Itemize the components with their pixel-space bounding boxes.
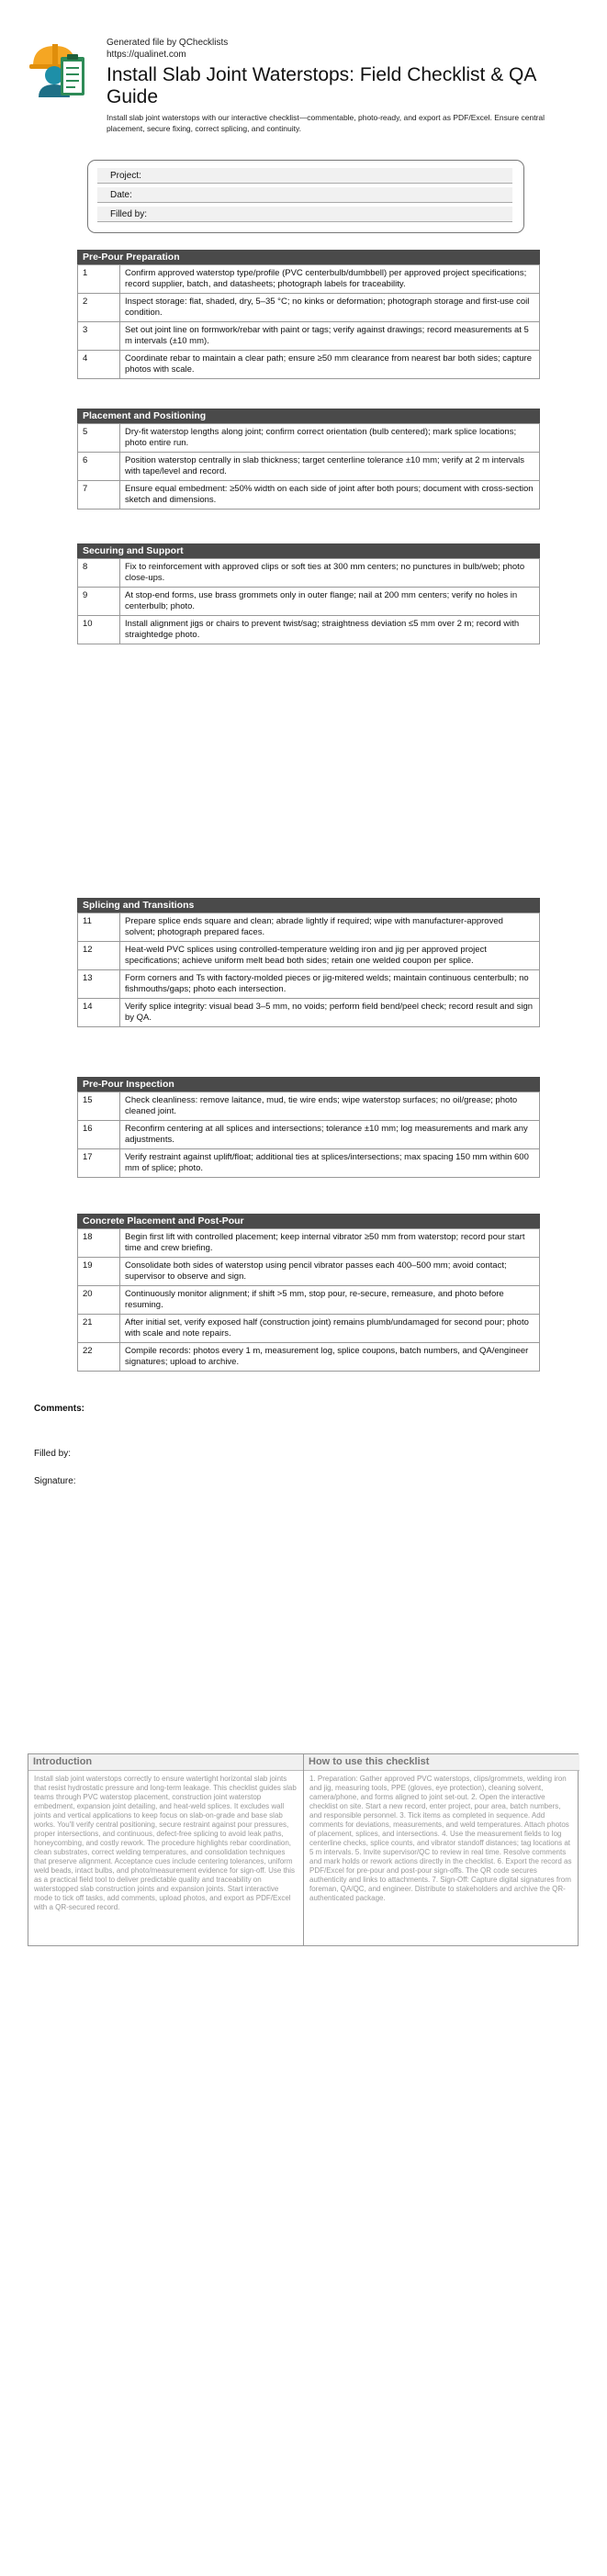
howto-column bbox=[304, 1754, 579, 1945]
item-number: 5 bbox=[78, 424, 120, 453]
item-number: 14 bbox=[78, 999, 120, 1027]
howto-body: 1. Preparation: Gather approved PVC waterstops, clips/grommets, welding iron and jig, measuring tools, PPE (gloves, eye protection), cleaning solvent, camera/phone, and forms aligned to joint set-out. 2. Open the interactive checklist on site. Start a new record, enter project, pour area, batch numbers, and responsible personnel. 3. Tick items as completed in sequence. Add comments for deviations, measurements, and weld temperatures. Attach photos of placement, splices, and intersections. 4. Use the measurement fields to log centerline checks, splice counts, and vibrator standoff distances; tag locations at 5 m intervals. 5. Invite supervisor/QC to review in real time. Resolve comments and mark holds or rework actions directly in the checklist. 6. Export the record as PDF/Excel for pre-pour and post-pour sign-offs. The QR code secures authenticity and links to attachments. 7. Sign-Off: Capture digital signatures from foreman, QA/QC, and engineer. Distribute to stakeholders and archive the QR-authenticated package. bbox=[309, 1775, 572, 1902]
item-text: Set out joint line on formwork/rebar with paint or tags; verify against drawings; record measurements at 5 m intervals (±10 mm). bbox=[120, 322, 540, 351]
table-row[interactable] bbox=[78, 351, 540, 379]
table-row[interactable] bbox=[78, 559, 540, 588]
checklist-table bbox=[77, 423, 540, 510]
table-row[interactable] bbox=[78, 1149, 540, 1178]
item-text: Begin first lift with controlled placement; keep internal vibrator ≥50 mm from waterstop; record pour start time and crew briefing. bbox=[120, 1229, 540, 1258]
item-number: 10 bbox=[78, 616, 120, 644]
item-text: Verify restraint against uplift/float; additional ties at splices/intersections; max spacing 150 mm within 600 mm of splice; photo. bbox=[120, 1149, 540, 1178]
table-row[interactable] bbox=[78, 1315, 540, 1343]
section-concrete-placement bbox=[77, 1214, 540, 1372]
item-number: 11 bbox=[78, 913, 120, 942]
section-pre-pour-inspection bbox=[77, 1077, 540, 1178]
item-text: Fix to reinforcement with approved clips or soft ties at 300 mm centers; no punctures in bulb/web; photo close-ups. bbox=[120, 559, 540, 588]
project-info-box bbox=[87, 160, 524, 233]
table-row[interactable] bbox=[78, 913, 540, 942]
item-number: 2 bbox=[78, 294, 120, 322]
table-row[interactable] bbox=[78, 1343, 540, 1372]
item-text: Confirm approved waterstop type/profile (PVC centerbulb/dumbbell) per approved project specifications; record supplier, batch, and datasheets; photograph labels for traceability. bbox=[120, 265, 540, 294]
table-row[interactable] bbox=[78, 999, 540, 1027]
section-title: Pre-Pour Inspection bbox=[77, 1077, 540, 1092]
table-row[interactable] bbox=[78, 1229, 540, 1258]
table-row[interactable] bbox=[78, 1121, 540, 1149]
item-text: Inspect storage: flat, shaded, dry, 5–35 °C; no kinks or deformation; photograph storage and first-use coil condition. bbox=[120, 294, 540, 322]
item-text: Ensure equal embedment: ≥50% width on each side of joint after both pours; document with cross-section sketch and dimensions. bbox=[120, 481, 540, 510]
table-row[interactable] bbox=[78, 1092, 540, 1121]
introduction-column bbox=[28, 1754, 304, 1945]
table-row[interactable] bbox=[78, 481, 540, 510]
item-number: 17 bbox=[78, 1149, 120, 1178]
item-text: After initial set, verify exposed half (construction joint) remains plumb/undamaged for second pour; photo with scale and note repairs. bbox=[120, 1315, 540, 1343]
item-number: 20 bbox=[78, 1286, 120, 1315]
item-text: Continuously monitor alignment; if shift >5 mm, stop pour, re-secure, remeasure, and photo before resuming. bbox=[120, 1286, 540, 1315]
item-number: 16 bbox=[78, 1121, 120, 1149]
item-number: 6 bbox=[78, 453, 120, 481]
section-title: Securing and Support bbox=[77, 543, 540, 558]
table-row[interactable] bbox=[78, 616, 540, 644]
item-text: Heat-weld PVC splices using controlled-temperature welding iron and jig per approved project specifications; achieve uniform melt bead both sides; retain one welded coupon per splice. bbox=[120, 942, 540, 970]
table-row[interactable] bbox=[78, 1286, 540, 1315]
checklist-table bbox=[77, 264, 540, 379]
document-header bbox=[24, 31, 584, 141]
table-row[interactable] bbox=[78, 265, 540, 294]
item-text: Dry-fit waterstop lengths along joint; confirm correct orientation (bulb centered); mark splice locations; photo entire run. bbox=[120, 424, 540, 453]
engineer-clipboard-logo bbox=[28, 39, 88, 97]
checklist-table bbox=[77, 558, 540, 644]
page-title: Install Slab Joint Waterstops: Field Checklist & QA Guide bbox=[107, 64, 536, 107]
table-row[interactable] bbox=[78, 322, 540, 351]
item-number: 7 bbox=[78, 481, 120, 510]
table-row[interactable] bbox=[78, 424, 540, 453]
section-title: Pre-Pour Preparation bbox=[77, 250, 540, 264]
introduction-body: Install slab joint waterstops correctly to ensure watertight horizontal slab joints that resist hydrostatic pressure and long-term leakage. This checklist guides slab teams through PVC waterstop placement, construction joint waterstop embedment, expansion joint detailing, and heat-weld splices. It excludes wall joints and vertical applications to keep focus on slab-on-grade and base slab works. You'll verify central positioning, secure restraint against pour pressures, proper intersections, and continuous, defect-free splicing to avoid leak paths, honeycombing, and costly rework. The procedure highlights rebar coordination, clean substrates, correct welding temperatures, and consolidation techniques that preserve alignment. Acceptance cues include centering tolerances, uniform weld beads, intact bulbs, and photo/measurement evidence for sign-off. Use this as a practical field tool to deliver predictable quality and traceability on waterstopped slab construction joints and expansion joints. Start interactive mode to tick off tasks, add comments, upload photos, and export as PDF/Excel with a QR-secured record. bbox=[34, 1775, 297, 1911]
item-text: Install alignment jigs or chairs to prevent twist/sag; straightness deviation ≤5 mm over 2 m; record with straightedge photo. bbox=[120, 616, 540, 644]
item-number: 19 bbox=[78, 1258, 120, 1286]
item-number: 13 bbox=[78, 970, 120, 999]
section-placement-positioning bbox=[77, 409, 540, 510]
introduction-title: Introduction bbox=[28, 1754, 303, 1771]
site-url[interactable]: https://qualinet.com bbox=[107, 50, 186, 60]
item-number: 18 bbox=[78, 1229, 120, 1258]
table-row[interactable] bbox=[78, 294, 540, 322]
section-title: Splicing and Transitions bbox=[77, 898, 540, 913]
item-text: Coordinate rebar to maintain a clear path; ensure ≥50 mm clearance from nearest bar both sides; capture photos with scale. bbox=[120, 351, 540, 379]
intro-howto-box bbox=[28, 1753, 579, 1946]
filled-by-field[interactable]: Filled by: bbox=[97, 207, 512, 222]
date-field[interactable]: Date: bbox=[97, 187, 512, 203]
item-number: 3 bbox=[78, 322, 120, 351]
item-number: 15 bbox=[78, 1092, 120, 1121]
generated-by: Generated file by QChecklists bbox=[107, 38, 229, 48]
item-text: Check cleanliness: remove laitance, mud, tie wire ends; wipe waterstop surfaces; no oil/grease; photo cleaned joint. bbox=[120, 1092, 540, 1121]
filled-by-label: Filled by: bbox=[34, 1449, 72, 1459]
checklist-table bbox=[77, 1092, 540, 1178]
item-text: Form corners and Ts with factory-molded pieces or jig-mitered welds; maintain continuous centerbulb; no fishmouths/gaps; photo each intersection. bbox=[120, 970, 540, 999]
item-text: Position waterstop centrally in slab thickness; target centerline tolerance ±10 mm; verify at 2 m intervals with tape/level and record. bbox=[120, 453, 540, 481]
signature-label: Signature: bbox=[34, 1476, 76, 1486]
item-number: 9 bbox=[78, 588, 120, 616]
section-pre-pour-preparation bbox=[77, 250, 540, 379]
section-title: Concrete Placement and Post-Pour bbox=[77, 1214, 540, 1228]
item-number: 12 bbox=[78, 942, 120, 970]
howto-title: How to use this checklist bbox=[304, 1754, 579, 1771]
item-number: 22 bbox=[78, 1343, 120, 1372]
table-row[interactable] bbox=[78, 970, 540, 999]
section-securing-support bbox=[77, 543, 540, 644]
item-text: Reconfirm centering at all splices and intersections; tolerance ±10 mm; log measurements and mark any adjustments. bbox=[120, 1121, 540, 1149]
item-text: Consolidate both sides of waterstop using pencil vibrator passes each 400–500 mm; avoid contact; supervisor to observe and sign. bbox=[120, 1258, 540, 1286]
table-row[interactable] bbox=[78, 1258, 540, 1286]
table-row[interactable] bbox=[78, 942, 540, 970]
table-row[interactable] bbox=[78, 453, 540, 481]
section-title: Placement and Positioning bbox=[77, 409, 540, 423]
section-splicing-transitions bbox=[77, 898, 540, 1027]
item-number: 4 bbox=[78, 351, 120, 379]
page-subtitle: Install slab joint waterstops with our interactive checklist—commentable, photo-ready, and export as PDF/Excel. Ensure central placement, secure fixing, correct splicing, and continuity. bbox=[107, 113, 545, 133]
checklist-table bbox=[77, 1228, 540, 1372]
comments-label: Comments: bbox=[34, 1404, 85, 1414]
item-number: 1 bbox=[78, 265, 120, 294]
checklist-table bbox=[77, 913, 540, 1027]
item-number: 21 bbox=[78, 1315, 120, 1343]
item-text: At stop-end forms, use brass grommets only in outer flange; nail at 200 mm centers; verify no holes in centerbulb; photo. bbox=[120, 588, 540, 616]
table-row[interactable] bbox=[78, 588, 540, 616]
item-text: Verify splice integrity: visual bead 3–5 mm, no voids; perform field bend/peel check; record result and sign by QA. bbox=[120, 999, 540, 1027]
project-field[interactable]: Project: bbox=[97, 168, 512, 184]
item-text: Prepare splice ends square and clean; abrade lightly if required; wipe with manufacturer-approved solvent; photograph prepared faces. bbox=[120, 913, 540, 942]
item-number: 8 bbox=[78, 559, 120, 588]
item-text: Compile records: photos every 1 m, measurement log, splice coupons, batch numbers, and QA/engineer signatures; upload to archive. bbox=[120, 1343, 540, 1372]
